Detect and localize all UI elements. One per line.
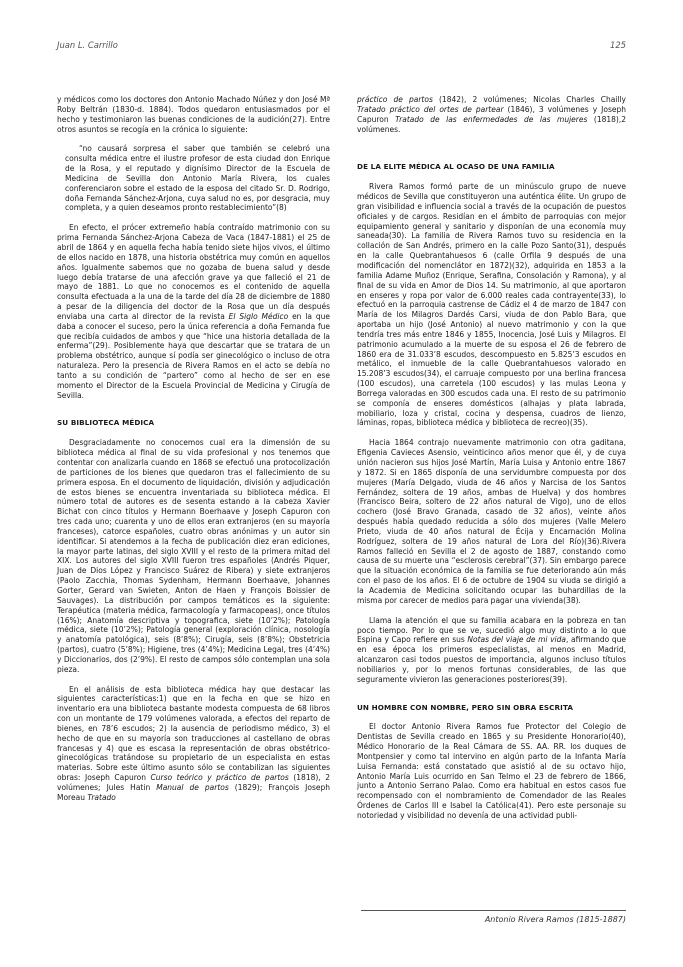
- paragraph: Rivera Ramos formó parte de un minúsculo grupo de nueve médicos de Sevilla que constituyeron una auténtica élite. Un grupo de gran visibilidad e influencia social a través de la ocupación de puestos oficiales y de cargos. Residían en el ámbito de parroquias con mejor equipamiento general y sanitario y disponían de una economía muy saneada(30). La familia de Rivera Ramos tuvo su residencia en la collación de San Andrés, primero en la calle Pozo Santo(31), después en la calle Quebrantahuesos 6 (calle Orfila 9 después de una modificación del nomenclátor en 1872)(32), adquirida en 1853 a la familia Adame Muñoz (Enrique, Serafina, Consolación y Ramona), y al final de su vida en Amor de Dios 14. Su matrimonio, al que aportaron en enseres y ropa por valor de 6.000 reales cada contrayente(33), lo efectuó en la parroquia castrense de Cádiz el 4 de marzo de 1847 con María de los Milagros Dardés Carsi, viuda de don Pablo Bara, que aportaba un hijo (José Antonio) al nuevo matrimonio y con la que tendría tres más entre 1846 y 1855, Inocencia, José Luis y Milagros. El patrimonio acumulado a la muerte de su esposa el 26 de febrero de 1860 era de 31.033’8 escudos, descompuesto en 5.825’3 escudos en metálico, el inmueble de la calle Quebrantahuesos valorado en 15.208’3 escudos(34), el carruaje compuesto por una berlina francesa (100 escudos), una carretela (100 escudos) y las mulas Leona y Borrega valoradas en 300 escudos cada una. El resto de su patrimonio se componía de enseres domésticos (alhajas y plata labrada, mobiliario, loza y cristal, cocina y despensa, cuadros de lienzo, láminas, ropas, biblioteca médica y biblioteca de recreo)(35).: [357, 182, 626, 428]
- paragraph: En el análisis de esta biblioteca médica hay que destacar las siguientes características:1) que en la fecha en que se hizo en inventario era una biblioteca bastante modesta compuesta de 68 libros con un montante de 179 volúmenes valorada, a efectos del reparto de bienes, en 78’6 escudos; 2) la ausencia de periodismo médico, 3) el hecho de que en su mayoría son traducciones al castellano de obras francesas y 4) que es escasa la representación de obras obstétrico-ginecológicas tratándose su propietario de un especialista en estas materias. Sobre este último asunto sólo se contabilizan las siguientes obras: Joseph Capuron Curso teórico y práctico de partos (1818), 2 volúmenes; Jules Hatin Manual de partos (1829); François Joseph Moreau Tratado: [57, 684, 330, 802]
- section-heading: SU BIBLIOTECA MÉDICA: [57, 418, 155, 428]
- footer-rule: [361, 910, 626, 911]
- running-head-author: Juan L. Carrillo: [57, 40, 118, 50]
- running-footer-title: Antonio Rivera Ramos (1815-1887): [484, 915, 626, 924]
- block-quote: “no causará sorpresa el saber que también se celebró una consulta médica entre el ilustre profesor de esta ciudad don Enrique de la Rosa, y el reputado y dignísimo Director de la Escuela de Medicina de Sevilla don Antonio María Rivera, los cuales conferenciaron sobre el estado de la esposa del citado Sr. D. Rodrigo, doña Fernanda Sánchez-Arjona, cuya salud no es, por desgracia, muy completa, y a quien deseamos pronto restablecimiento”(8): [65, 144, 330, 213]
- section-heading: UN HOMBRE CON NOMBRE, PERO SIN OBRA ESCRITA: [357, 702, 574, 712]
- paragraph: y médicos como los doctores don Antonio Machado Núñez y don José Mª Roby Beltrán (1830-d. 1884). Todos quedaron entusiasmados por el hecho y testimoniaron las buenas condiciones de la audición(27). Entre otros asuntos se recogía en la crónica lo siguiente:: [57, 95, 330, 134]
- paragraph: En efecto, el prócer extremeño había contraído matrimonio con su prima Fernanda Sánchez-Arjona Cabeza de Vaca (1847-1881) el 25 de abril de 1864 y en aquella fecha había tenido siete hijos vivos, el último de ellos nacido en 1878, una historia obstétrica muy común en aquellos años. Igualmente sabemos que no gozaba de buena salud y desde luego debía tratarse de una afección grave ya que falleció el 21 de mayo de 1881. Lo que no conocemos es el contenido de aquella consulta efectuada a la una de la tarde del día 28 de diciembre de 1880 a pesar de la diligencia del doctor de la Rosa que un día después enviaba una carta al director de la revista El Siglo Médico en la que daba a conocer el suceso, pero la única referencia a doña Fernanda fue que recibía cuidados de ambos y que “hice una historia detallada de la enferma”(29). Posiblemente haya que descartar que se tratara de un problema obstétrico, aunque sí podía ser ginecológico o incluso de otra naturaleza. Pero la presencia de Rivera Ramos en el acto se debía no tanto a su condición de “partero” como al hecho de ser en ese momento el Director de la Escuela Provincial de Medicina y Cirugía de Sevilla.: [57, 223, 331, 400]
- paragraph: El doctor Antonio Rivera Ramos fue Protector del Colegio de Dentistas de Sevilla creado en 1865 y su Presidente Honorario(40), Médico Honorario de la Real Cámara de SS. AA. RR. los duques de Montpensier y como tal intervino en algún parto de la Infanta María Luisa Fernanda: está constatado que asistió al de su octavo hijo, Antonio María Luis ocurrido en San Telmo el 23 de febrero de 1866, junto a Antonio Serrano Palao. Como era habitual en estos casos fue recompensado con el nombramiento de Comendador de las Reales Órdenes de Carlos III e Isabel la Católica(41). Pero este personaje su notoriedad y visibilidad no devenía de una actividad publi-: [357, 722, 626, 820]
- paragraph: práctico de partos (1842), 2 volúmenes; Nicolas Charles Chailly Tratado práctico del ortes de partear (1846), 3 volúmenes y Joseph Capuron Tratado de las enfermedades de las mujeres (1818),2 volúmenes.: [357, 95, 627, 134]
- page-number: 125: [610, 40, 626, 50]
- left-column: [57, 95, 330, 803]
- paragraph: Hacia 1864 contrajo nuevamente matrimonio con otra gaditana, Efigenia Cavieces Asensio, veinticinco años menor que él, y de cuya unión nacieron sus hijos José Martín, María Luisa y Antonio entre 1867 y 1872. Si en 1865 disponía de una servidumbre compuesta por dos mujeres (María Delgado, viuda de 46 años y Narcisa de los Santos Fernández, soltera de 19 años, ambas de Huelva) y dos hombres (Francisco Beira, soltero de 22 años natural de Vigo), uno de ellos cochero (José Bravo Granada, casado de 32 años), veinte años después había quedado reducida a sólo dos mujeres (Valle Melero Prieto, viuda de 40 años natural de Écija y Encarnación Molina Rodríguez, soltera de 19 años natural de Lora del Río)(36).Rivera Ramos falleció en Sevilla el 2 de agosto de 1887, constando como causa de su muerte una “esclerosis cerebral”(37). Sin embargo parece que la situación económica de la familia se fue deteriorando aún más con el paso de los años. El 6 de octubre de 1904 su viuda se dirigió a la Academia de Medicina solicitando ocupar las buhardillas de la misma por carecer de medios para pagar una vivienda(38).: [357, 438, 626, 605]
- right-column: [357, 95, 626, 821]
- section-heading: DE LA ELITE MÉDICA AL OCASO DE UNA FAMILIA: [357, 162, 555, 172]
- paragraph: Llama la atención el que su familia acabara en la pobreza en tan poco tiempo. Por lo que se ve, sucedió algo muy distinto a lo que Espina y Capo refiere en sus Notas del viaje de mi vida, afirmando que en esa época los primeros especialistas, al menos en Madrid, alcanzaron casi todos puestos de importancia, algunos incluso títulos nobiliarios y, por lo menos fortunas considerables, de las que seguramente vivieron las generaciones posteriores(39).: [357, 615, 626, 684]
- paragraph: Desgraciadamente no conocemos cual era la dimensión de su biblioteca médica al final de su vida profesional y nos tenemos que contentar con analizarla cuando en 1868 se efectuó una protocolización de particiones de los bienes que quedaron tras el fallecimiento de su primera esposa. En el documento de liquidación, división y adjudicación de estos bienes se encuentra inventariada su biblioteca médica. El número total de autores es de sesenta estando a la cabeza Xavier Bichat con cinco títulos y Hermann Boerhaave y Joseph Capuron con tres cada uno; cuarenta y uno de ellos eran extranjeros (en su mayoría franceses), catorce españoles, cuatro obras anónimas y un autor sin identificar. Si atendemos a la fecha de publicación diez eran ediciones, la mayor parte latinas, del siglo XVIII y el resto de la primera mitad del XIX. Los autores del siglo XVIII fueron tres españoles (Andrés Piquer, Juan de Dios López y Francisco Suárez de Ribera) y siete extranjeros (Paolo Zacchia, Thomas Sydenham, Hermann Boerhaave, Johannes Gorter, Gerard van Swieten, Anton de Haen y François Boissier de Sauvages). La distribución por campos temáticos es la siguiente: Terapéutica (materia médica, farmacología y farmacopeas), once títulos (16%); Anatomía descriptiva y topografica, siete (10’2%); Patología médica, siete (10’2%); Patología general (exploración clínica, nosología y anatomía patológica), seis (8’8%); Cirugía, seis (8’8%); Obstetricia (partos), cuatro (5’8%); Higiene, tres (4’4%); Medicina Legal, tres (4’4%) y Diccionarios, dos (2’9%). El resto de campos sólo contemplan una sola pieza.: [57, 438, 330, 674]
- page-header: [57, 40, 626, 54]
